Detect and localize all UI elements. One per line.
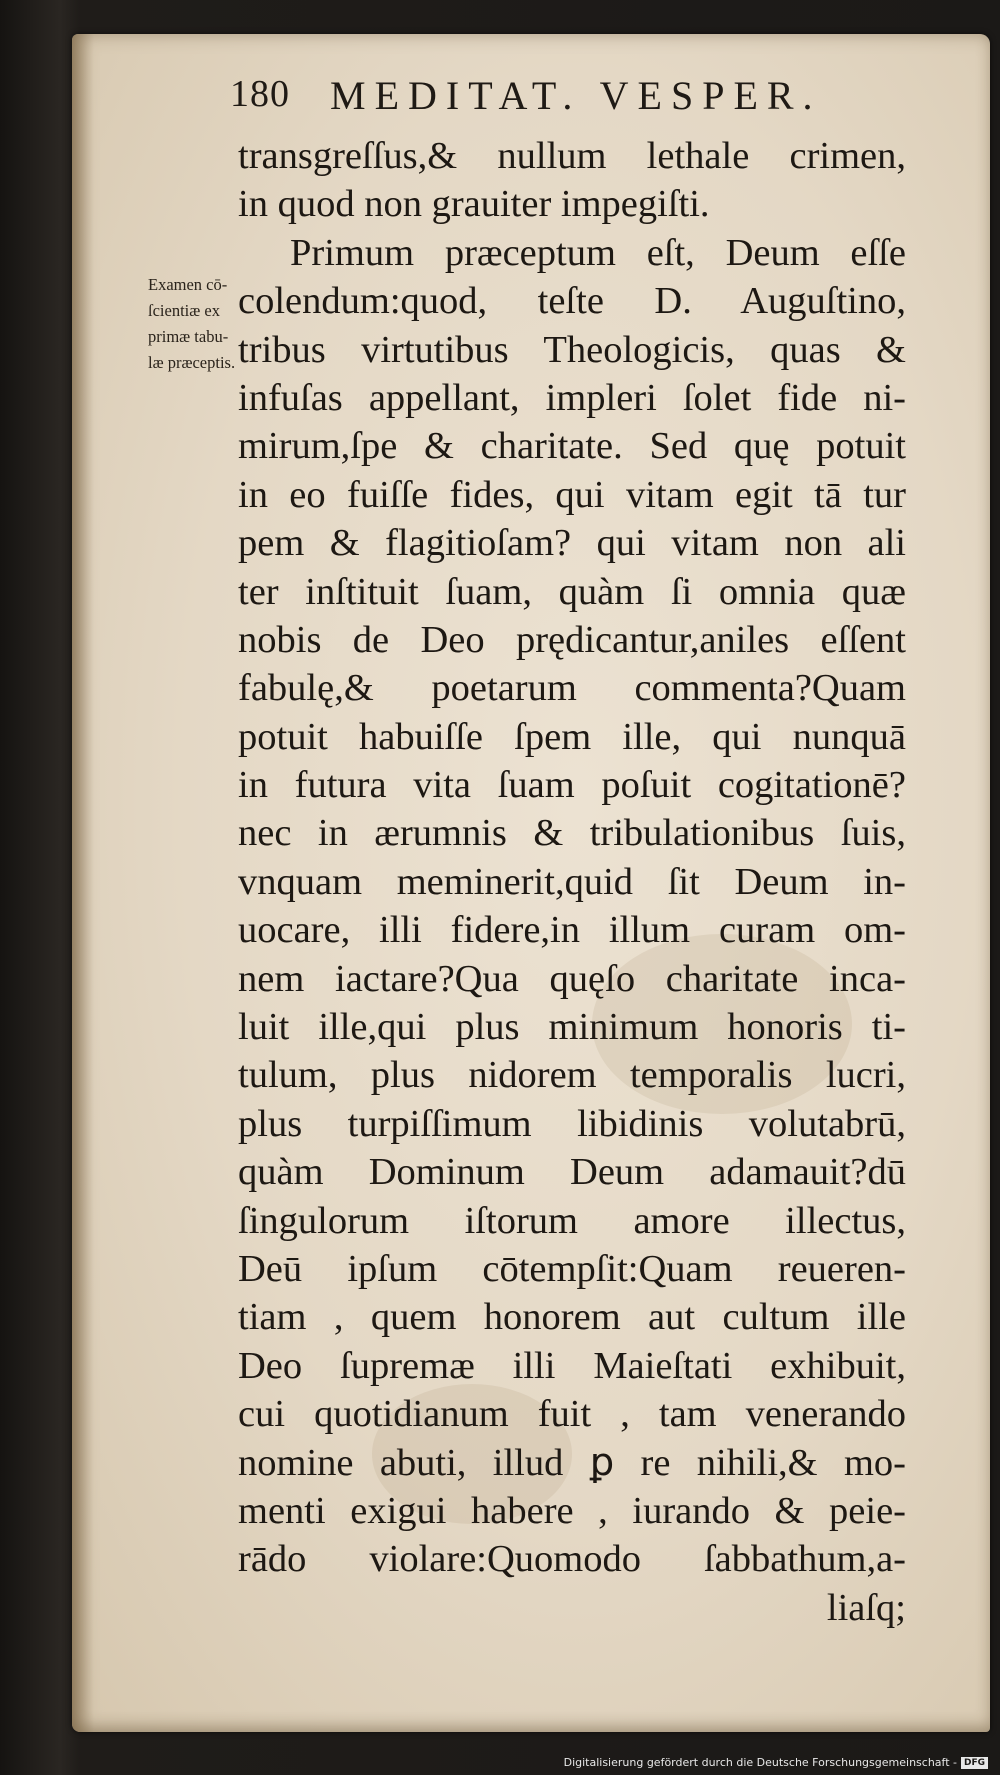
body-text	[238, 132, 906, 1632]
catchword: liaſq;	[826, 1586, 906, 1629]
text-line: in futura vita ſuam poſuit cogitationē?	[238, 764, 906, 807]
text-line: cui quotidianum fuit , tam venerando	[238, 1393, 906, 1436]
text-line: fabulę,& poetarum commenta?Quam	[238, 667, 906, 710]
text-line: ter inſtituit ſuam, quàm ſi omnia quæ	[238, 570, 906, 613]
folio-number: 180	[230, 73, 290, 115]
credit-text: Digitalisierung gefördert durch die Deutsche Forschungsgemeinschaft -	[563, 1756, 957, 1769]
text-line: potuit habuiſſe ſpem ille, qui nunquā	[238, 715, 906, 758]
text-line: Primum præceptum eſt, Deum eſſe	[290, 231, 906, 274]
text-line: pem & flagitioſam? qui vitam non ali	[238, 522, 906, 565]
text-line: uocare, illi fidere,in illum curam om-	[238, 909, 906, 952]
text-line: in eo fuiſſe fides, qui vitam egit tā tur	[238, 473, 906, 516]
text-line: tribus virtutibus Theologicis, quas &	[238, 328, 906, 371]
text-line: luit ille,qui plus minimum honoris ti-	[238, 1006, 906, 1049]
text-line: Deū ipſum cōtempſit:Quam reueren-	[238, 1247, 906, 1290]
text-line: nec in ærumnis & tribulationibus ſuis,	[238, 812, 906, 855]
text-line: mirum,ſpe & charitate. Sed quę potuit	[238, 425, 906, 468]
marginal-note-line: primæ tabu-	[148, 327, 229, 346]
text-line: tiam , quem honorem aut cultum ille	[238, 1296, 906, 1339]
text-line: transgreſſus,& nullum lethale crimen,	[238, 135, 906, 177]
page-header	[230, 72, 910, 132]
marginal-note-line: læ præceptis.	[148, 353, 236, 372]
marginal-note-line: ſcientiæ ex	[148, 301, 220, 320]
text-line: nobis de Deo prędicantur,aniles eſſent	[238, 618, 906, 661]
text-line: rādo violare:Quomodo ſabbathum,a-	[238, 1538, 906, 1581]
dfg-logo: DFG	[961, 1757, 988, 1769]
marginal-note-line: Examen cō-	[148, 275, 228, 294]
digitization-credit	[564, 1756, 988, 1769]
text-line: quàm Dominum Deum adamauit?dū	[238, 1151, 906, 1194]
running-head: MEDITAT. VESPER.	[330, 73, 822, 118]
text-line: menti exigui habere , iurando & peie-	[238, 1489, 906, 1532]
text-line: tulum, plus nidorem temporalis lucri,	[238, 1054, 906, 1097]
text-line: plus turpiſſimum libidinis volutabrū,	[238, 1102, 906, 1145]
text-line: infuſas appellant, impleri ſolet fide ni-	[238, 376, 906, 419]
text-line: in quod non grauiter impegiſti.	[238, 183, 710, 226]
text-line: vnquam meminerit,quid ſit Deum in-	[238, 860, 906, 903]
page-gutter-shadow	[72, 34, 94, 1732]
text-line: ſingulorum iſtorum amore illectus,	[238, 1199, 906, 1242]
text-line: nomine abuti, illud ꝑ re nihili,& mo-	[238, 1441, 906, 1484]
text-line: colendum:quod, teſte D. Auguſtino,	[238, 280, 906, 323]
text-line: Deo ſupremæ illi Maieſtati exhibuit,	[238, 1344, 906, 1387]
text-line: nem iactare?Qua quęſo charitate inca-	[238, 957, 906, 1000]
